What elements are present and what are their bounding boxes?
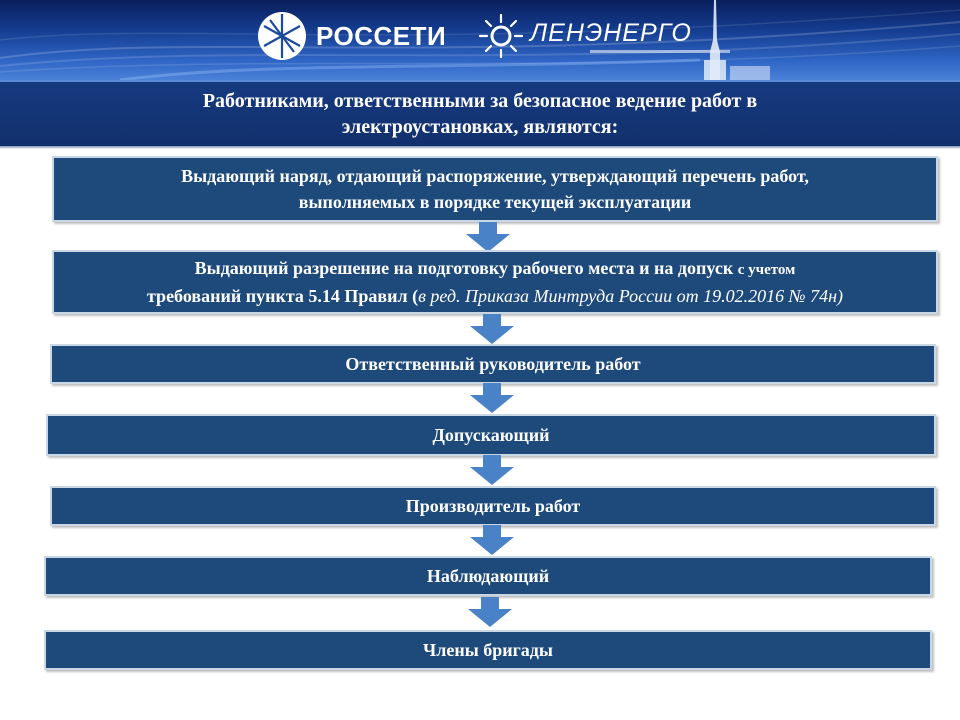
flow-box-permit-issuer-line-1 [195,255,796,283]
title-bar-shadow [0,146,960,149]
lenenergo-logo [478,10,698,62]
title-line-2: электроустановках, являются: [341,116,619,138]
down-arrow-icon [470,455,514,485]
lenenergo-wordmark: ЛЕНЭНЕРГО [530,18,692,47]
rosseti-wordmark: РОССЕТИ [316,20,447,51]
down-arrow-icon [470,314,514,344]
flow-box-issuer [52,156,938,222]
spire-silhouette-icon [690,0,770,80]
down-arrow-icon [470,525,514,555]
flow-box-work-producer-label: Производитель работ [405,496,581,516]
permit-issuer-clause-text: требований пункта 5.14 Правил ( [147,286,419,306]
down-arrow-icon [466,222,510,252]
flow-box-admitting [46,414,936,456]
rosseti-logo-icon [256,10,308,62]
flow-box-issuer-line-2: выполняемых в порядке текущей эксплуатации [298,192,692,212]
flow-box-permit-issuer [52,250,938,314]
lenenergo-logo-icon [478,13,524,59]
flow-box-team-members-label: Члены бригады [423,640,553,660]
title-line-1: Работниками, ответственными за безопасное ведение работ в [202,90,758,112]
title-bar [0,80,960,146]
rosseti-logo [256,10,446,62]
page-title [100,88,860,140]
flow-box-permit-issuer-line-2 [147,283,843,309]
permit-issuer-close-paren: ) [837,286,843,306]
flow-box-team-members [44,630,932,670]
flow-box-admitting-label: Допускающий [432,425,550,445]
flow-box-observer-label: Наблюдающий [426,566,550,586]
permit-issuer-order-ref: в ред. Приказа Минтруда России от 19.02.2016 № 74н [418,286,837,306]
flow-box-responsible-manager [50,344,936,384]
flow-box-issuer-line-1: Выдающий наряд, отдающий распоряжение, утверждающий перечень работ, [181,166,809,186]
header-banner [0,0,960,80]
flow-box-observer [44,556,932,596]
permit-issuer-main-text: Выдающий разрешение на подготовку рабочего места и на допуск [194,258,734,278]
down-arrow-icon [470,383,514,413]
flow-box-work-producer [50,486,936,526]
down-arrow-icon [468,597,512,627]
flow-box-responsible-manager-label: Ответственный руководитель работ [345,354,641,374]
permit-issuer-small-text: с учетом [737,262,796,278]
